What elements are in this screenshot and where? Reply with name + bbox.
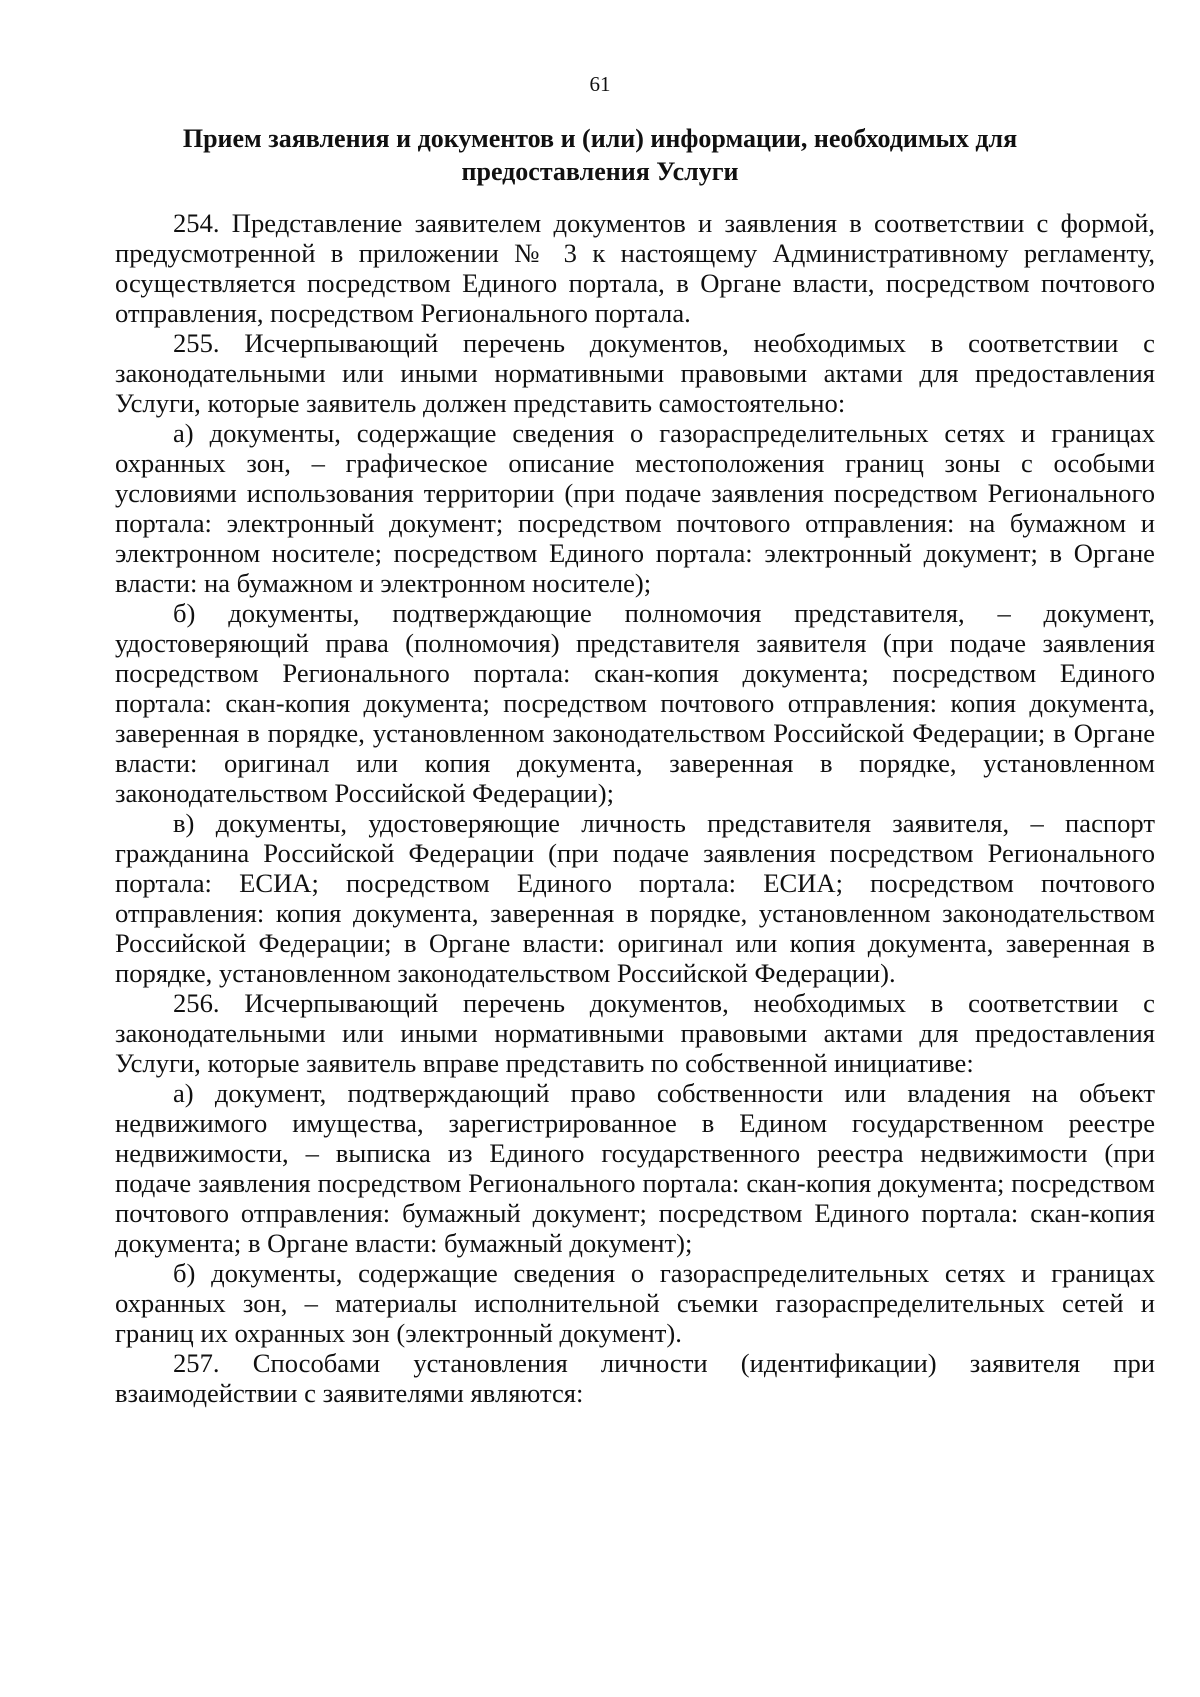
paragraph-255-b: б) документы, подтверждающие полномочия представителя, – документ, удостоверяющий права (полномочия) представителя заявителя (при подаче заявления посредством Регионального портала: скан-копия документа; посредством Единого портала: скан-копия документа; посредством почтового отправления: копия документа, заверенная в порядке, установленном законодательством Российской Федерации; в Органе власти: оригинал или копия документа, заверенная в порядке, установленном законодательством Российской Федерации);	[115, 598, 1155, 808]
paragraph-255-a: а) документы, содержащие сведения о газораспределительных сетях и границах охранных зон, – графическое описание местоположения границ зоны с особыми условиями использования территории (при подаче заявления посредством Регионального портала: электронный документ; посредством почтового отправления: на бумажном и электронном носителе; посредством Единого портала: электронный документ; в Органе власти: на бумажном и электронном носителе);	[115, 418, 1155, 598]
document-body	[115, 208, 1155, 1408]
paragraph-255: 255. Исчерпывающий перечень документов, необходимых в соответствии с законодательными или иными нормативными правовыми актами для предоставления Услуги, которые заявитель должен представить самостоятельно:	[115, 328, 1155, 418]
paragraph-257: 257. Способами установления личности (идентификации) заявителя при взаимодействии с заявителями являются:	[115, 1348, 1155, 1408]
paragraph-256-b: б) документы, содержащие сведения о газораспределительных сетях и границах охранных зон, – материалы исполнительной съемки газораспределительных сетей и границ их охранных зон (электронный документ).	[115, 1258, 1155, 1348]
paragraph-256: 256. Исчерпывающий перечень документов, необходимых в соответствии с законодательными или иными нормативными правовыми актами для предоставления Услуги, которые заявитель вправе представить по собственной инициативе:	[115, 988, 1155, 1078]
section-title: Прием заявления и документов и (или) информации, необходимых для предоставления Услуги	[182, 124, 1018, 186]
paragraph-255-v: в) документы, удостоверяющие личность представителя заявителя, – паспорт гражданина Российской Федерации (при подаче заявления посредством Регионального портала: ЕСИА; посредством Единого портала: ЕСИА; посредством почтового отправления: копия документа, заверенная в порядке, установленном законодательством Российской Федерации; в Органе власти: оригинал или копия документа, заверенная в порядке, установленном законодательством Российской Федерации).	[115, 808, 1155, 988]
paragraph-256-a: а) документ, подтверждающий право собственности или владения на объект недвижимого имущества, зарегистрированное в Едином государственном реестре недвижимости, – выписка из Единого государственного реестра недвижимости (при подаче заявления посредством Регионального портала: скан-копия документа; посредством почтового отправления: бумажный документ; посредством Единого портала: скан-копия документа; в Органе власти: бумажный документ);	[115, 1078, 1155, 1258]
paragraph-254: 254. Представление заявителем документов и заявления в соответствии с формой, предусмотренной в приложении № 3 к настоящему Административному регламенту, осуществляется посредством Единого портала, в Органе власти, посредством почтового отправления, посредством Регионального портала.	[115, 208, 1155, 328]
page-number: 61	[589, 72, 611, 96]
